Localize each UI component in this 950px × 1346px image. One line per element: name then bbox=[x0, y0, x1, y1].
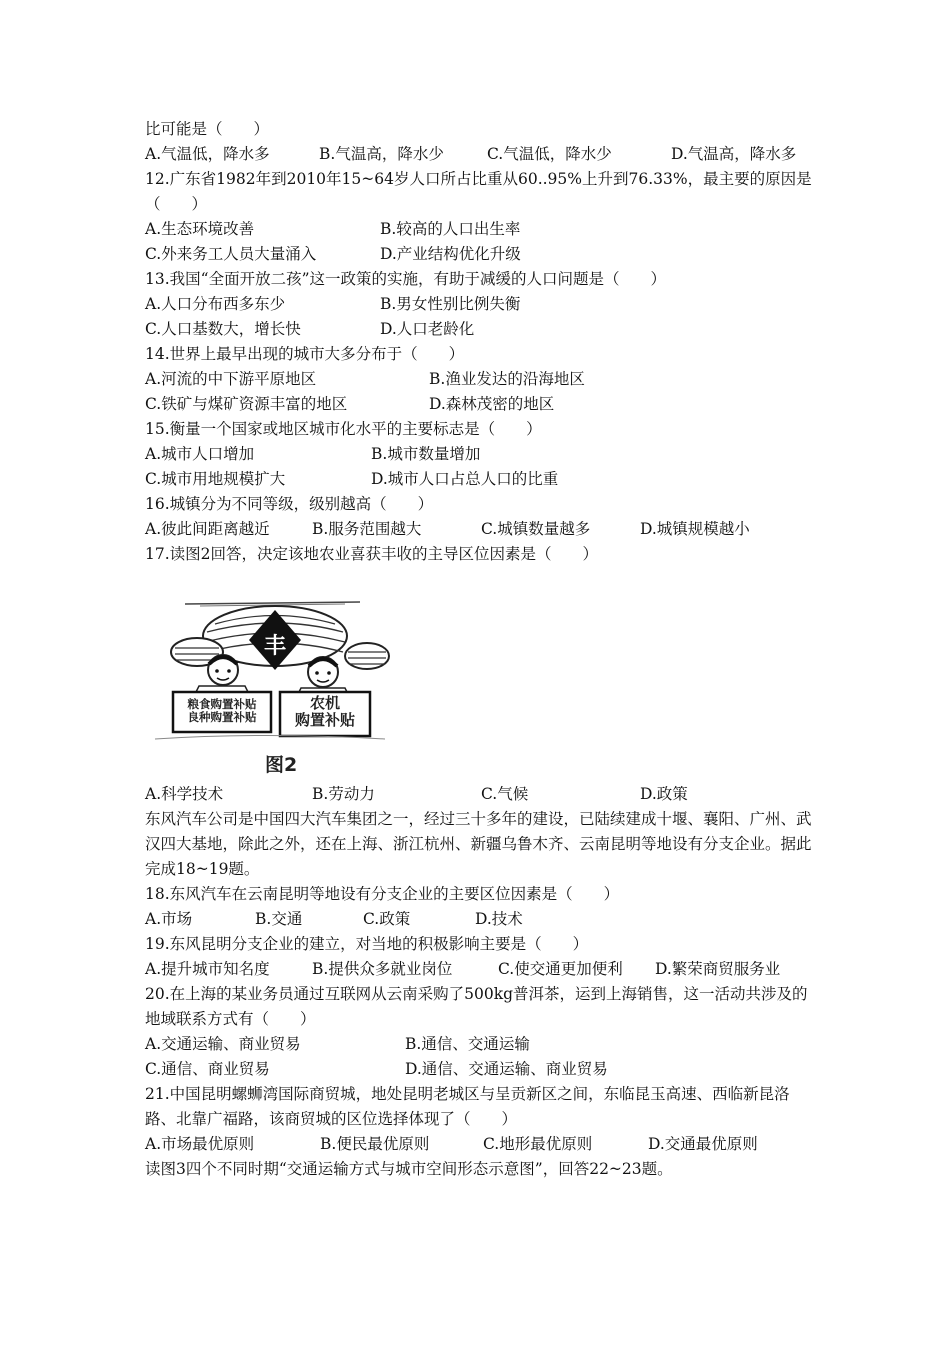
question-18-options bbox=[145, 907, 815, 932]
figure-3-intro: 读图3四个不同时期“交通运输方式与城市空间形态示意图”，回答22~23题。 bbox=[145, 1160, 673, 1178]
option-a[interactable]: A.气温低，降水多 bbox=[145, 145, 270, 163]
question-20-options-row1 bbox=[145, 1032, 815, 1057]
option-a[interactable]: A.城市人口增加 bbox=[145, 445, 255, 463]
left-subsidy-sign bbox=[175, 698, 269, 724]
left-sign-line-1: 粮食购置补贴 bbox=[187, 697, 257, 711]
question-21-options bbox=[145, 1132, 815, 1157]
question-16-stem: 16.城镇分为不同等级，级别越高（ ） bbox=[145, 495, 434, 513]
question-12-options-row1 bbox=[145, 217, 815, 242]
option-c[interactable]: C.气温低，降水少 bbox=[487, 145, 612, 163]
option-d[interactable]: D.城市人口占总人口的比重 bbox=[371, 470, 559, 488]
question-15-options-row1 bbox=[145, 442, 815, 467]
question-19-stem: 19.东风昆明分支企业的建立，对当地的积极影响主要是（ ） bbox=[145, 935, 589, 953]
option-c[interactable]: C.政策 bbox=[363, 910, 411, 928]
option-b[interactable]: B.较高的人口出生率 bbox=[380, 220, 521, 238]
option-c[interactable]: C.使交通更加便利 bbox=[498, 960, 623, 978]
question-11-stem-end: 比可能是（ ） bbox=[145, 120, 270, 138]
right-sign-line-1: 农机 bbox=[309, 694, 340, 712]
option-b[interactable]: B.劳动力 bbox=[312, 785, 375, 803]
right-subsidy-sign bbox=[282, 695, 368, 730]
option-b[interactable]: B.气温高，降水少 bbox=[319, 145, 444, 163]
left-sign-line-2: 良种购置补贴 bbox=[187, 710, 257, 725]
question-18-stem: 18.东风汽车在云南昆明等地设有分支企业的主要区位因素是（ ） bbox=[145, 885, 620, 903]
question-17-stem: 17.读图2回答，决定该地农业喜获丰收的主导区位因素是（ ） bbox=[145, 545, 599, 563]
option-c[interactable]: C.城镇数量越多 bbox=[481, 520, 591, 538]
passage-dongfeng: 东风汽车公司是中国四大汽车集团之一，经过三十多年的建设，已陆续建成十堰、襄阳、广州、武汉四大基地，除此之外，还在上海、浙江杭州、新疆乌鲁木齐、云南昆明等地设有分支企业。据此完成18~19题。 bbox=[145, 810, 812, 878]
question-19-options bbox=[145, 957, 815, 982]
option-d[interactable]: D.技术 bbox=[475, 910, 523, 928]
option-b[interactable]: B.渔业发达的沿海地区 bbox=[429, 370, 585, 388]
question-12-options-row2 bbox=[145, 242, 815, 267]
option-d[interactable]: D.通信、交通运输、商业贸易 bbox=[405, 1060, 608, 1078]
option-b[interactable]: B.提供众多就业岗位 bbox=[312, 960, 453, 978]
option-c[interactable]: C.外来务工人员大量涌入 bbox=[145, 245, 317, 263]
question-15-stem: 15.衡量一个国家或地区城市化水平的主要标志是（ ） bbox=[145, 420, 542, 438]
question-13-options-row1 bbox=[145, 292, 815, 317]
figure-caption: 图2 bbox=[265, 754, 298, 776]
question-14-stem: 14.世界上最早出现的城市大多分布于（ ） bbox=[145, 345, 465, 363]
option-d[interactable]: D.城镇规模越小 bbox=[640, 520, 750, 538]
option-a[interactable]: A.交通运输、商业贸易 bbox=[145, 1035, 301, 1053]
option-d[interactable]: D.繁荣商贸服务业 bbox=[655, 960, 781, 978]
option-a[interactable]: A.河流的中下游平原地区 bbox=[145, 370, 317, 388]
option-b[interactable]: B.男女性别比例失衡 bbox=[380, 295, 521, 313]
option-b[interactable]: B.交通 bbox=[255, 910, 303, 928]
option-c[interactable]: C.地形最优原则 bbox=[483, 1135, 593, 1153]
question-13-options-row2 bbox=[145, 317, 815, 342]
option-c[interactable]: C.城市用地规模扩大 bbox=[145, 470, 286, 488]
question-21-stem: 21.中国昆明螺蛳湾国际商贸城，地处昆明老城区与呈贡新区之间，东临昆玉高速、西临新昆洛路、北靠广福路，该商贸城的区位选择体现了（ ） bbox=[145, 1085, 790, 1128]
question-16-options bbox=[145, 517, 815, 542]
question-12-stem: 12.广东省1982年到2010年15~64岁人口所占比重从60..95%上升到76.33%，最主要的原因是（ ） bbox=[145, 170, 812, 213]
option-c[interactable]: C.气候 bbox=[481, 785, 529, 803]
figure-2-cartoon bbox=[145, 574, 390, 779]
option-d[interactable]: D.政策 bbox=[640, 785, 688, 803]
question-11-options bbox=[145, 142, 815, 167]
question-14-options-row2 bbox=[145, 392, 815, 417]
harvest-character: 丰 bbox=[263, 634, 286, 659]
option-d[interactable]: D.人口老龄化 bbox=[380, 320, 475, 338]
question-20-options-row2 bbox=[145, 1057, 815, 1082]
option-d[interactable]: D.森林茂密的地区 bbox=[429, 395, 555, 413]
option-b[interactable]: B.便民最优原则 bbox=[320, 1135, 430, 1153]
option-c[interactable]: C.人口基数大，增长快 bbox=[145, 320, 301, 338]
option-b[interactable]: B.服务范围越大 bbox=[312, 520, 422, 538]
option-c[interactable]: C.铁矿与煤矿资源丰富的地区 bbox=[145, 395, 348, 413]
question-13-stem: 13.我国“全面开放二孩”这一政策的实施，有助于减缓的人口问题是（ ） bbox=[145, 270, 667, 288]
question-17-options bbox=[145, 782, 815, 807]
option-a[interactable]: A.市场最优原则 bbox=[145, 1135, 255, 1153]
option-d[interactable]: D.产业结构优化升级 bbox=[380, 245, 521, 263]
option-c[interactable]: C.通信、商业贸易 bbox=[145, 1060, 270, 1078]
option-a[interactable]: A.市场 bbox=[145, 910, 193, 928]
option-b[interactable]: B.通信、交通运输 bbox=[405, 1035, 530, 1053]
option-a[interactable]: A.提升城市知名度 bbox=[145, 960, 270, 978]
option-a[interactable]: A.生态环境改善 bbox=[145, 220, 255, 238]
question-15-options-row2 bbox=[145, 467, 815, 492]
harvest-cartoon-illustration bbox=[145, 574, 390, 779]
option-a[interactable]: A.科学技术 bbox=[145, 785, 224, 803]
exam-page bbox=[145, 117, 815, 1182]
option-b[interactable]: B.城市数量增加 bbox=[371, 445, 481, 463]
option-d[interactable]: D.气温高，降水多 bbox=[671, 145, 797, 163]
question-20-stem: 20.在上海的某业务员通过互联网从云南采购了500kg普洱茶，运到上海销售，这一活动共涉及的地域联系方式有（ ） bbox=[145, 985, 808, 1028]
option-a[interactable]: A.人口分布西多东少 bbox=[145, 295, 286, 313]
option-d[interactable]: D.交通最优原则 bbox=[648, 1135, 758, 1153]
question-14-options-row1 bbox=[145, 367, 815, 392]
option-a[interactable]: A.彼此间距离越近 bbox=[145, 520, 270, 538]
right-sign-line-2: 购置补贴 bbox=[294, 711, 355, 730]
